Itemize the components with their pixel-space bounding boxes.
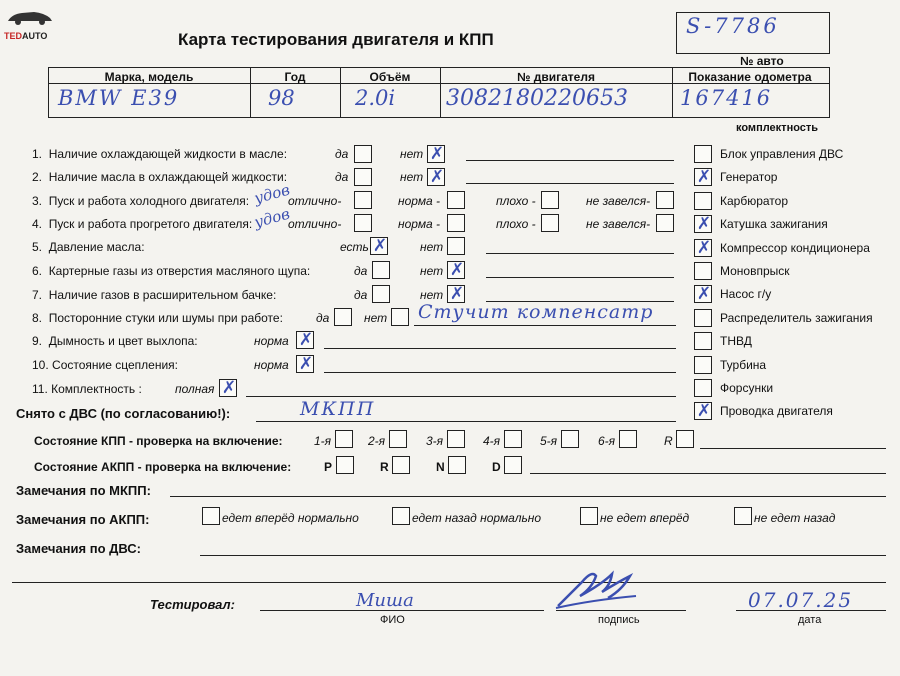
- removed-label: Снято с ДВС (по согласованию!):: [16, 406, 231, 421]
- akpp-remark-checkbox[interactable]: [392, 507, 410, 525]
- akpp-remark-label: не едет назад: [754, 511, 836, 525]
- check-mark-icon: ✗: [696, 284, 712, 305]
- row-8-label: [32, 311, 283, 325]
- norma-label: норма: [254, 358, 289, 372]
- check-mark-icon: ✗: [372, 236, 388, 256]
- normal-label: норма -: [398, 194, 441, 208]
- component-label: Проводка двигателя: [720, 404, 833, 419]
- component-checkbox[interactable]: [694, 332, 712, 350]
- tester-date: 07.07.25: [748, 588, 854, 612]
- row-text: Дымность и цвет выхлопа:: [48, 334, 198, 348]
- da-label: да: [335, 147, 349, 161]
- row-num: 2.: [32, 170, 43, 184]
- row-4-note: удов: [252, 204, 292, 232]
- akpp-remark-label: едет вперёд нормально: [222, 511, 359, 525]
- tedauto-logo: [4, 6, 56, 40]
- full-label: полная: [175, 382, 215, 396]
- akpp-gear-label: R: [380, 460, 389, 474]
- remarks-akpp-label: Замечания по АКПП:: [16, 512, 150, 527]
- row-8-note: Стучит компенсатр: [418, 301, 654, 323]
- row-8-line: [414, 325, 676, 326]
- value-volume: 2.0i: [355, 86, 396, 110]
- row-6-da-checkbox[interactable]: [372, 261, 390, 279]
- da-label: да: [354, 264, 368, 278]
- net-label: нет: [400, 170, 424, 184]
- row-10-norma-checkbox[interactable]: [296, 355, 314, 373]
- row-3-note: удов: [252, 180, 292, 208]
- row-text: Посторонние стуки или шумы при работе:: [48, 311, 283, 325]
- row-9-label: [32, 334, 198, 348]
- component-checkbox[interactable]: [694, 309, 712, 327]
- row-text: Комплектность :: [51, 382, 142, 396]
- akpp-gear-label: D: [492, 460, 501, 474]
- component-label: Компрессор кондиционера: [720, 240, 870, 255]
- akpp-gear-checkbox[interactable]: [336, 456, 354, 474]
- row-7-label: [32, 288, 276, 302]
- component-checkbox[interactable]: [694, 285, 712, 303]
- kpp-gear-checkbox[interactable]: [447, 430, 465, 448]
- signature-label: подпись: [598, 614, 640, 626]
- remarks-mkpp-line[interactable]: [170, 496, 886, 497]
- row-num: 10.: [32, 358, 49, 372]
- da-label: да: [335, 170, 349, 184]
- net-label: нет: [420, 288, 444, 302]
- check-mark-icon: ✗: [449, 260, 465, 280]
- row-text: Наличие охлаждающей жидкости в масле:: [48, 147, 288, 161]
- row-11-full-checkbox[interactable]: [219, 379, 237, 397]
- row-3-bad-checkbox[interactable]: [541, 191, 559, 209]
- component-label: Форсунки: [720, 381, 774, 395]
- row-text: Давление масла:: [48, 240, 145, 254]
- akpp-gear-label: P: [324, 460, 333, 474]
- check-mark-icon: ✗: [449, 284, 465, 304]
- auto-number-label: № авто: [740, 54, 784, 68]
- row-1-da-checkbox[interactable]: [354, 145, 372, 163]
- component-checkbox[interactable]: [694, 215, 712, 233]
- norma-label: норма: [254, 334, 289, 348]
- kpp-gear-label: 6-я: [598, 434, 616, 448]
- kpp-gear-label: 3-я: [426, 434, 444, 448]
- akpp-remark-checkbox[interactable]: [580, 507, 598, 525]
- row-3-nostart-checkbox[interactable]: [656, 191, 674, 209]
- row-6-net-checkbox[interactable]: [447, 261, 465, 279]
- header-volume: Объём: [369, 70, 411, 84]
- fio-label: ФИО: [380, 614, 405, 626]
- check-mark-icon: ✗: [696, 167, 712, 188]
- kpp-gear-checkbox[interactable]: [389, 430, 407, 448]
- akpp-remark-label: не едет вперёд: [600, 511, 690, 525]
- row-8-da-checkbox[interactable]: [334, 308, 352, 326]
- nostart-label: не завелся-: [586, 194, 651, 208]
- row-4-normal-checkbox[interactable]: [447, 214, 465, 232]
- component-label: Распределитель зажигания: [720, 310, 873, 325]
- kpp-gear-checkbox[interactable]: [335, 430, 353, 448]
- row-11-label: [32, 382, 142, 396]
- akpp-gear-checkbox[interactable]: [392, 456, 410, 474]
- row-10-label: [32, 358, 178, 372]
- component-checkbox[interactable]: [694, 262, 712, 280]
- row-num: 9.: [32, 334, 43, 348]
- check-mark-icon: ✗: [696, 401, 712, 422]
- bad-label: плохо -: [496, 217, 536, 231]
- remarks-dvs-line[interactable]: [200, 555, 886, 556]
- nostart-label: не завелся-: [586, 217, 651, 231]
- check-mark-icon: ✗: [696, 214, 712, 235]
- row-num: 11.: [32, 382, 48, 396]
- row-5-net-checkbox[interactable]: [447, 237, 465, 255]
- remarks-dvs-line-2[interactable]: [12, 582, 886, 583]
- row-num: 1.: [32, 147, 43, 161]
- component-label: Карбюратор: [720, 193, 789, 208]
- component-checkbox[interactable]: [694, 192, 712, 210]
- row-num: 7.: [32, 288, 43, 302]
- est-label: есть: [340, 240, 369, 254]
- akpp-remark-label: едет назад нормально: [412, 511, 542, 525]
- value-odometer: 167416: [680, 86, 773, 110]
- row-5-label: [32, 240, 145, 254]
- row-3-label: [32, 194, 249, 208]
- row-4-label: [32, 217, 252, 231]
- kpp-gear-checkbox[interactable]: [561, 430, 579, 448]
- net-label: нет: [420, 264, 444, 278]
- row-num: 8.: [32, 311, 43, 325]
- header-model: Марка, модель: [104, 70, 194, 84]
- check-mark-icon: ✗: [298, 330, 314, 350]
- component-checkbox[interactable]: [694, 145, 712, 163]
- net-label: нет: [420, 240, 444, 254]
- removed-line: [256, 421, 676, 422]
- row-text: Пуск и работа холодного двигателя:: [48, 194, 250, 208]
- header-engine-number: № двигателя: [517, 70, 595, 84]
- row-num: 5.: [32, 240, 43, 254]
- da-label: да: [354, 288, 368, 302]
- signature-image: [552, 562, 642, 612]
- page-title: Карта тестирования двигателя и КПП: [178, 30, 494, 49]
- akpp-remark-checkbox[interactable]: [734, 507, 752, 525]
- row-text: Наличие газов в расширительном бачке:: [48, 288, 277, 302]
- row-1-net-checkbox[interactable]: [427, 145, 445, 163]
- row-6-label: [32, 264, 310, 278]
- value-year: 98: [268, 86, 295, 110]
- check-mark-icon: ✗: [429, 167, 445, 187]
- date-line[interactable]: [736, 610, 886, 611]
- component-checkbox[interactable]: [694, 356, 712, 374]
- row-4-nostart-checkbox[interactable]: [656, 214, 674, 232]
- component-label: Блок управления ДВС: [720, 147, 844, 161]
- row-2-label: [32, 170, 287, 184]
- component-label: Генератор: [720, 170, 778, 185]
- removed-value: МКПП: [300, 398, 376, 420]
- component-checkbox[interactable]: [694, 402, 712, 420]
- akpp-label: Состояние АКПП - проверка на включение:: [34, 460, 292, 474]
- component-label: Катушка зажигания: [720, 217, 828, 232]
- auto-number-value: S-7786: [686, 14, 780, 38]
- row-10-line: [324, 372, 676, 373]
- row-num: 3.: [32, 194, 43, 208]
- remarks-dvs-label: Замечания по ДВС:: [16, 541, 141, 556]
- tester-label: Тестировал:: [150, 597, 235, 612]
- row-8-net-checkbox[interactable]: [391, 308, 409, 326]
- check-mark-icon: ✗: [221, 378, 237, 398]
- da-label: да: [316, 311, 330, 325]
- component-label: ТНВД: [720, 334, 752, 349]
- row-2-line: [466, 183, 674, 184]
- logo-red-text: TED: [4, 31, 22, 41]
- row-7-da-checkbox[interactable]: [372, 285, 390, 303]
- kpp-gear-label: R: [664, 434, 673, 448]
- kpp-label: Состояние КПП - проверка на включение:: [34, 434, 283, 448]
- component-checkbox[interactable]: [694, 168, 712, 186]
- component-label: Моновпрыск: [720, 264, 790, 278]
- row-text: Состояние сцепления:: [52, 358, 178, 372]
- kpp-gear-checkbox[interactable]: [619, 430, 637, 448]
- header-year: Год: [284, 70, 306, 84]
- row-text: Наличие масла в охлаждающей жидкости:: [48, 170, 288, 184]
- row-text: Картерные газы из отверстия масляного щупа:: [48, 264, 311, 278]
- check-mark-icon: ✗: [298, 354, 314, 374]
- row-3-normal-checkbox[interactable]: [447, 191, 465, 209]
- row-11-line: [246, 396, 676, 397]
- row-9-line: [324, 348, 676, 349]
- kpp-line: [700, 448, 886, 449]
- row-text: Пуск и работа прогретого двигателя:: [48, 217, 253, 231]
- net-label: нет: [364, 311, 388, 325]
- completeness-title: комплектность: [736, 122, 819, 134]
- row-2-net-checkbox[interactable]: [427, 168, 445, 186]
- row-4-bad-checkbox[interactable]: [541, 214, 559, 232]
- akpp-remark-checkbox[interactable]: [202, 507, 220, 525]
- excellent-label: отлично-: [288, 217, 342, 231]
- akpp-gear-label: N: [436, 460, 445, 474]
- check-mark-icon: ✗: [429, 144, 445, 164]
- car-icon: [4, 6, 56, 28]
- date-label: дата: [798, 614, 822, 626]
- remarks-mkpp-label: Замечания по МКПП:: [16, 483, 151, 498]
- header-odometer: Показание одометра: [688, 70, 812, 84]
- component-checkbox[interactable]: [694, 239, 712, 257]
- excellent-label: отлично-: [288, 194, 342, 208]
- logo-dark-text: AUTO: [22, 31, 48, 41]
- akpp-gear-checkbox[interactable]: [504, 456, 522, 474]
- kpp-gear-checkbox[interactable]: [504, 430, 522, 448]
- row-4-excellent-checkbox[interactable]: [354, 214, 372, 232]
- component-label: Турбина: [720, 357, 767, 372]
- row-1-label: [32, 147, 287, 161]
- tester-name: Миша: [356, 590, 414, 611]
- akpp-gear-checkbox[interactable]: [448, 456, 466, 474]
- component-checkbox[interactable]: [694, 379, 712, 397]
- akpp-line: [530, 473, 886, 474]
- value-model: BMW E39: [58, 86, 180, 110]
- kpp-gear-label: 1-я: [314, 434, 332, 448]
- row-5-line: [486, 253, 674, 254]
- component-label: Насос г/у: [720, 287, 772, 302]
- check-mark-icon: ✗: [696, 237, 712, 258]
- kpp-gear-label: 2-я: [368, 434, 386, 448]
- bad-label: плохо -: [496, 194, 536, 208]
- normal-label: норма -: [398, 217, 441, 231]
- signature-line[interactable]: [556, 610, 686, 611]
- row-3-excellent-checkbox[interactable]: [354, 191, 372, 209]
- kpp-gear-label: 5-я: [540, 434, 558, 448]
- row-2-da-checkbox[interactable]: [354, 168, 372, 186]
- row-5-est-checkbox[interactable]: [370, 237, 388, 255]
- kpp-gear-label: 4-я: [483, 434, 501, 448]
- row-1-line: [466, 160, 674, 161]
- net-label: нет: [400, 147, 424, 161]
- row-num: 6.: [32, 264, 43, 278]
- row-9-norma-checkbox[interactable]: [296, 331, 314, 349]
- kpp-gear-checkbox[interactable]: [676, 430, 694, 448]
- row-num: 4.: [32, 217, 43, 231]
- value-engine-number: 3082180220653: [446, 86, 628, 111]
- row-6-line: [486, 277, 674, 278]
